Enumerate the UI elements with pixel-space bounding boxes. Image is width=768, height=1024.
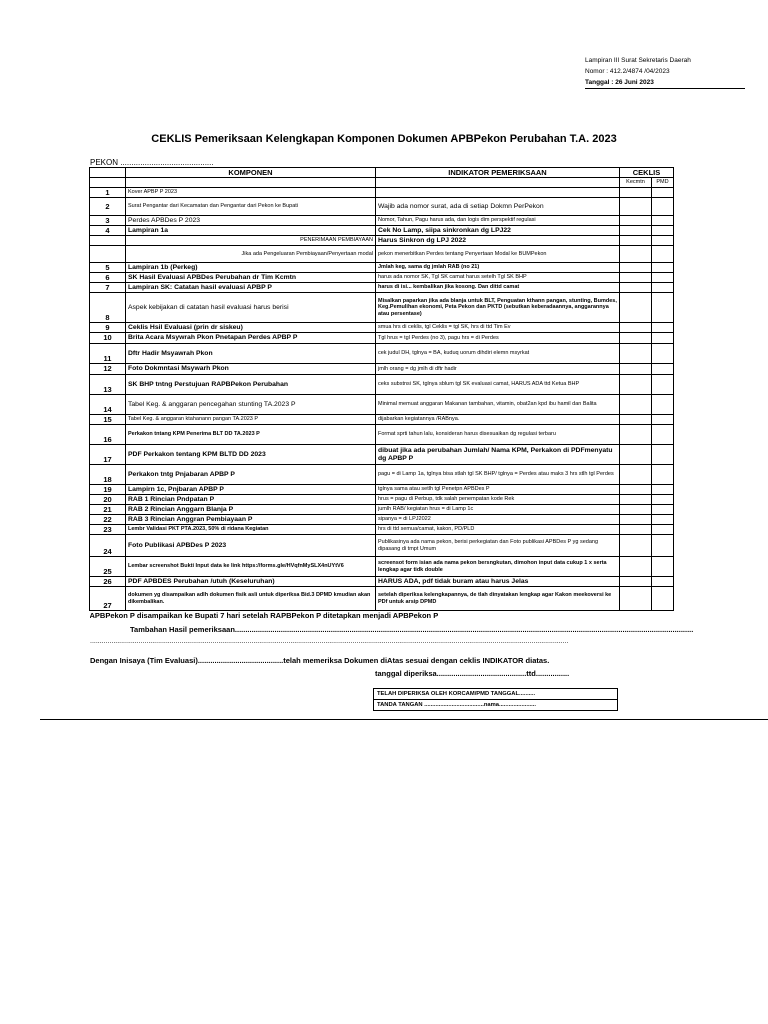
check-kecmtn[interactable] [620, 198, 652, 216]
row-number: 4 [90, 226, 126, 236]
table-row [90, 557, 674, 577]
table-row [90, 505, 674, 515]
row-indikator: Harus Sinkron dg LPJ 2022 [376, 236, 620, 246]
row-number: 15 [90, 415, 126, 425]
row-komponen: Jika ada Pengeluaran Pembiayaan/Penyertaan modal [126, 246, 376, 263]
row-komponen: PDF APBDES Perubahan /utuh (Keseluruhan) [126, 577, 376, 587]
table-row [90, 495, 674, 505]
row-number: 6 [90, 273, 126, 283]
row-komponen: RAB 1 Rincian Pndpatan P [126, 495, 376, 505]
row-indikator: cek judul DH, tglnya = BA, kuduq uorum dihdiri elemn msyrkat [376, 344, 620, 364]
row-indikator: Tgl hrus = tgl Perdes (no 3), pagu hrs = di Perdes [376, 333, 620, 344]
row-number: 18 [90, 465, 126, 485]
row-komponen: Tabel Keg. & anggaran ktahanann pangan TA.2023 P [126, 415, 376, 425]
check-kecmtn[interactable] [620, 236, 652, 246]
document-title: CEKLIS Pemeriksaan Kelengkapan Komponen Dokumen APBPekon Perubahan T.A. 2023 [151, 133, 617, 145]
row-number: 8 [90, 293, 126, 323]
check-kecmtn[interactable] [620, 226, 652, 236]
check-pmd[interactable] [652, 505, 674, 515]
header-pmd: PMD [652, 178, 674, 188]
lampiran-nomor: Nomor : 412.2/4874 /04/2023 [585, 68, 670, 75]
table-row [90, 415, 674, 425]
table-row [90, 425, 674, 445]
row-number: 16 [90, 425, 126, 445]
header-indikator: INDIKATOR PEMERIKSAAN [376, 168, 620, 178]
row-komponen: Lampirn 1c, Pnjbaran APBP P [126, 485, 376, 495]
row-number: 24 [90, 535, 126, 557]
row-number [90, 246, 126, 263]
row-indikator: pekon menerbitkan Perdes tentang Penyertaan Modal ke BUMPekon [376, 246, 620, 263]
row-indikator: Format sprti tahun lalu, konsideran harus disesuaikan dg regulasi terbaru [376, 425, 620, 445]
table-row [90, 246, 674, 263]
row-number: 21 [90, 505, 126, 515]
row-komponen: Kover APBP P 2023 [126, 188, 376, 198]
row-indikator: harus ada nomor SK, Tgl SK camat harus setelh Tgl SK BHP [376, 273, 620, 283]
row-indikator: hrus = pagu di Perbup, tdk salah penempatan kode Rek [376, 495, 620, 505]
row-komponen: SK Hasil Evaluasi APBDes Perubahan dr Tim Kcmtn [126, 273, 376, 283]
check-pmd[interactable] [652, 226, 674, 236]
check-kecmtn[interactable] [620, 188, 652, 198]
row-number: 17 [90, 445, 126, 465]
row-number: 1 [90, 188, 126, 198]
check-kecmtn[interactable] [620, 344, 652, 364]
check-pmd[interactable] [652, 485, 674, 495]
row-indikator: smua hrs di ceklis, tgl Ceklis = tgl SK, hrs di ttd Tim Ev [376, 323, 620, 333]
row-komponen: Surat Pengantar dari Kecamatan dan Pengantar dari Pekon ke Bupati [126, 198, 376, 216]
check-pmd[interactable] [652, 216, 674, 226]
row-indikator: jumlh RAB/ kegiatan hrus = di Lamp 1c [376, 505, 620, 515]
check-pmd[interactable] [652, 344, 674, 364]
row-indikator: Minimal memuat anggaran Makanan tambahan, vitamin, obat2an kpd ibu hamil dan Balita [376, 395, 620, 415]
row-indikator: sipanya = di LPJ2022 [376, 515, 620, 525]
divider [40, 719, 768, 720]
check-kecmtn[interactable] [620, 375, 652, 395]
check-kecmtn[interactable] [620, 535, 652, 557]
table-row [90, 364, 674, 375]
table-row [90, 395, 674, 415]
row-komponen: Lampiran SK: Catatan hasil evaluasi APBP P [126, 283, 376, 293]
table-row [90, 344, 674, 364]
check-kecmtn[interactable] [620, 445, 652, 465]
check-pmd[interactable] [652, 445, 674, 465]
dotted-line: ...................................................................................................................................................................................................................................................... [90, 638, 569, 645]
evaluator-statement: Dengan Inisaya (Tim Evaluasi).........................................telah memeriksa Dokumen diAtas sesuai dengan ceklis INDIKATOR diatas. [90, 656, 550, 665]
row-number: 26 [90, 577, 126, 587]
check-pmd[interactable] [652, 375, 674, 395]
table-row [90, 273, 674, 283]
row-indikator: harus di isi... kembalikan jika kosong. Dan dittd camat [376, 283, 620, 293]
row-komponen: Perkakon tntg Pnjabaran APBP P [126, 465, 376, 485]
row-number: 2 [90, 198, 126, 216]
check-kecmtn[interactable] [620, 587, 652, 611]
check-pmd[interactable] [652, 587, 674, 611]
row-komponen: Brita Acara Msywrah Pkon Pnetapan Perdes APBP P [126, 333, 376, 344]
check-kecmtn[interactable] [620, 515, 652, 525]
check-pmd[interactable] [652, 333, 674, 344]
check-kecmtn[interactable] [620, 495, 652, 505]
row-komponen: Lembar screenshot Bukti Input data ke link https://forms.gle/HVqfnMySLX4nUYtV6 [126, 557, 376, 577]
row-number: 12 [90, 364, 126, 375]
tanggal-diperiksa: tanggal diperiksa...........................................ttd................ [375, 669, 570, 678]
check-pmd[interactable] [652, 515, 674, 525]
table-row [90, 375, 674, 395]
row-number: 22 [90, 515, 126, 525]
check-pmd[interactable] [652, 263, 674, 273]
row-komponen: Foto Dokmntasi Msywarh Pkon [126, 364, 376, 375]
row-indikator: Misalkan paparkan jika ada blanja untuk BLT, Penguatan kthann pangan, stunting, Bumdes, Keg.Pemulihan ekonomi, Peta Pekon dan PKTD (sebutkan keberadaannya, anggarannya atau persentase) [376, 293, 620, 323]
row-indikator: hrs di ttd semua/camat, kakon, PD/PLD [376, 525, 620, 535]
signature-box [373, 688, 618, 711]
table-row [90, 293, 674, 323]
table-row [90, 226, 674, 236]
row-indikator: jmlh orang = dg jmlh di dftr hadir [376, 364, 620, 375]
row-komponen: Lembr Validasi PKT PTA.2023, 50% di ridana Kegiatan [126, 525, 376, 535]
table-row [90, 333, 674, 344]
table-row [90, 465, 674, 485]
check-pmd[interactable] [652, 364, 674, 375]
check-kecmtn[interactable] [620, 364, 652, 375]
check-kecmtn[interactable] [620, 557, 652, 577]
row-number [90, 236, 126, 246]
check-kecmtn[interactable] [620, 485, 652, 495]
table-row [90, 485, 674, 495]
check-kecmtn[interactable] [620, 273, 652, 283]
row-komponen: Perdes APBDes P 2023 [126, 216, 376, 226]
row-number: 5 [90, 263, 126, 273]
footer-note: APBPekon P disampaikan ke Bupati 7 hari setelah RAPBPekon P ditetapkan menjadi APBPekon P [90, 611, 674, 621]
table-row [90, 587, 674, 611]
table-row [90, 216, 674, 226]
header-ceklis: CEKLIS [620, 168, 674, 178]
diperiksa-oleh: TELAH DIPERIKSA OLEH KORCAM/PMD TANGGAL.......... [374, 689, 618, 700]
table-row [90, 323, 674, 333]
check-kecmtn[interactable] [620, 216, 652, 226]
row-komponen: Tabel Keg. & anggaran pencegahan stunting TA.2023 P [126, 395, 376, 415]
table-row [90, 535, 674, 557]
check-kecmtn[interactable] [620, 263, 652, 273]
check-pmd[interactable] [652, 273, 674, 283]
header-no [90, 168, 126, 178]
check-pmd[interactable] [652, 283, 674, 293]
check-kecmtn[interactable] [620, 283, 652, 293]
row-komponen: PENERIMAAN PEMBIAYAAN [126, 236, 376, 246]
check-kecmtn[interactable] [620, 577, 652, 587]
row-komponen: Lampiran 1a [126, 226, 376, 236]
row-komponen: Foto Publikasi APBDes P 2023 [126, 535, 376, 557]
row-indikator: dibuat jika ada perubahan Jumlah/ Nama KPM, Perkakon di PDFmenyatu dg APBP P [376, 445, 620, 465]
row-indikator: ceks substnsi SK, tglnya sblum tgl SK evaluasi camat, HARUS ADA ttd Ketua BHP [376, 375, 620, 395]
row-number: 20 [90, 495, 126, 505]
table-row [90, 236, 674, 246]
row-komponen: Ceklis Hsil Evaluasi (prin dr siskeu) [126, 323, 376, 333]
row-number: 9 [90, 323, 126, 333]
row-indikator: screensot form isian ada nama pekon bersngkutan, dimohon input data cukup 1 x serta lengkap agar tidk double [376, 557, 620, 577]
row-indikator [376, 188, 620, 198]
row-number: 10 [90, 333, 126, 344]
checklist-table [89, 167, 674, 621]
row-indikator: dijabarkan kegiatannya /RABnya. [376, 415, 620, 425]
row-indikator: Nomor, Tahun, Pagu harus ada, dan logis dim perspektif regulasi [376, 216, 620, 226]
check-kecmtn[interactable] [620, 333, 652, 344]
row-number: 27 [90, 587, 126, 611]
table-row [90, 577, 674, 587]
lampiran-tanggal: Tanggal : 26 Juni 2023 [585, 77, 745, 89]
check-pmd[interactable] [652, 415, 674, 425]
check-kecmtn[interactable] [620, 395, 652, 415]
check-kecmtn[interactable] [620, 505, 652, 515]
row-indikator: HARUS ADA, pdf tidak buram atau harus Jelas [376, 577, 620, 587]
tambahan-hasil: Tambahan Hasil pemeriksaan............................................................................................................................................................................................................................ [130, 625, 694, 634]
row-indikator: pagu = di Lamp 1a, tglnya bisa stlah tgl SK BHP/ tglnya = Perdes atau maks 3 hrs stlh tgl Perdes [376, 465, 620, 485]
table-row [90, 263, 674, 273]
footer-row [90, 611, 674, 621]
row-number: 3 [90, 216, 126, 226]
row-komponen: PDF Perkakon tentang KPM BLTD DD 2023 [126, 445, 376, 465]
check-pmd[interactable] [652, 525, 674, 535]
row-komponen: Dftr Hadir Msyawrah Pkon [126, 344, 376, 364]
check-pmd[interactable] [652, 577, 674, 587]
row-komponen: dokumen yg disampaikan adlh dokumen fisik asli untuk diperiksa Bid.3 DPMD kmudian akan dikembalikan. [126, 587, 376, 611]
row-number: 7 [90, 283, 126, 293]
row-number: 19 [90, 485, 126, 495]
row-komponen: Lampiran 1b (Perkeg) [126, 263, 376, 273]
lampiran-block [585, 55, 745, 89]
check-kecmtn[interactable] [620, 465, 652, 485]
row-indikator: setelah diperiksa kelengkapannya, de tlah dinyatakan lengkap agar Kakon meekoversi ke PDf untuk arsip DPMD [376, 587, 620, 611]
check-pmd[interactable] [652, 495, 674, 505]
table-row [90, 445, 674, 465]
check-pmd[interactable] [652, 188, 674, 198]
row-komponen: Aspek kebijakan di catatan hasil evaluasi harus berisi [126, 293, 376, 323]
check-pmd[interactable] [652, 293, 674, 323]
check-kecmtn[interactable] [620, 246, 652, 263]
pekon-label: PEKON .......................................... [90, 158, 214, 167]
table-row [90, 525, 674, 535]
row-komponen: Perkakon tntang KPM Penerima BLT DD TA.2023 P [126, 425, 376, 445]
table-row [90, 283, 674, 293]
row-komponen: SK BHP tntng Perstujuan RAPBPekon Perubahan [126, 375, 376, 395]
header-komponen: KOMPONEN [126, 168, 376, 178]
header-kecmtn: Kecmtn [620, 178, 652, 188]
row-komponen: RAB 3 Rincian Anggran Pembiayaan P [126, 515, 376, 525]
row-number: 25 [90, 557, 126, 577]
row-indikator: tglnya sama atau setlh tgl Penetpn APBDes P [376, 485, 620, 495]
check-pmd[interactable] [652, 395, 674, 415]
table-row [90, 198, 674, 216]
check-pmd[interactable] [652, 535, 674, 557]
lampiran-line: Lampiran III Surat Sekretaris Daerah [585, 57, 691, 64]
check-kecmtn[interactable] [620, 323, 652, 333]
check-kecmtn[interactable] [620, 293, 652, 323]
check-pmd[interactable] [652, 425, 674, 445]
table-row [90, 515, 674, 525]
check-pmd[interactable] [652, 557, 674, 577]
check-kecmtn[interactable] [620, 525, 652, 535]
check-pmd[interactable] [652, 246, 674, 263]
check-pmd[interactable] [652, 323, 674, 333]
check-pmd[interactable] [652, 236, 674, 246]
row-indikator: Wajib ada nomor surat, ada di setiap Dokmn PerPekon [376, 198, 620, 216]
row-indikator: Jmlah keg, sama dg jmlah RAB (no 21) [376, 263, 620, 273]
row-number: 11 [90, 344, 126, 364]
row-indikator: Cek No Lamp, siipa sinkronkan dg LPJ22 [376, 226, 620, 236]
row-number: 14 [90, 395, 126, 415]
row-komponen: RAB 2 Rincian Anggarn Blanja P [126, 505, 376, 515]
tanda-tangan: TANDA TANGAN .....................................nama....................... [374, 700, 618, 711]
check-pmd[interactable] [652, 198, 674, 216]
row-indikator: Publikasinya ada nama pekon, berisi perkegiatan dan Foto publikasi APBDes P yg sedang dipasang di tmpt Umum [376, 535, 620, 557]
check-pmd[interactable] [652, 465, 674, 485]
row-number: 13 [90, 375, 126, 395]
row-number: 23 [90, 525, 126, 535]
check-kecmtn[interactable] [620, 415, 652, 425]
check-kecmtn[interactable] [620, 425, 652, 445]
table-row [90, 188, 674, 198]
